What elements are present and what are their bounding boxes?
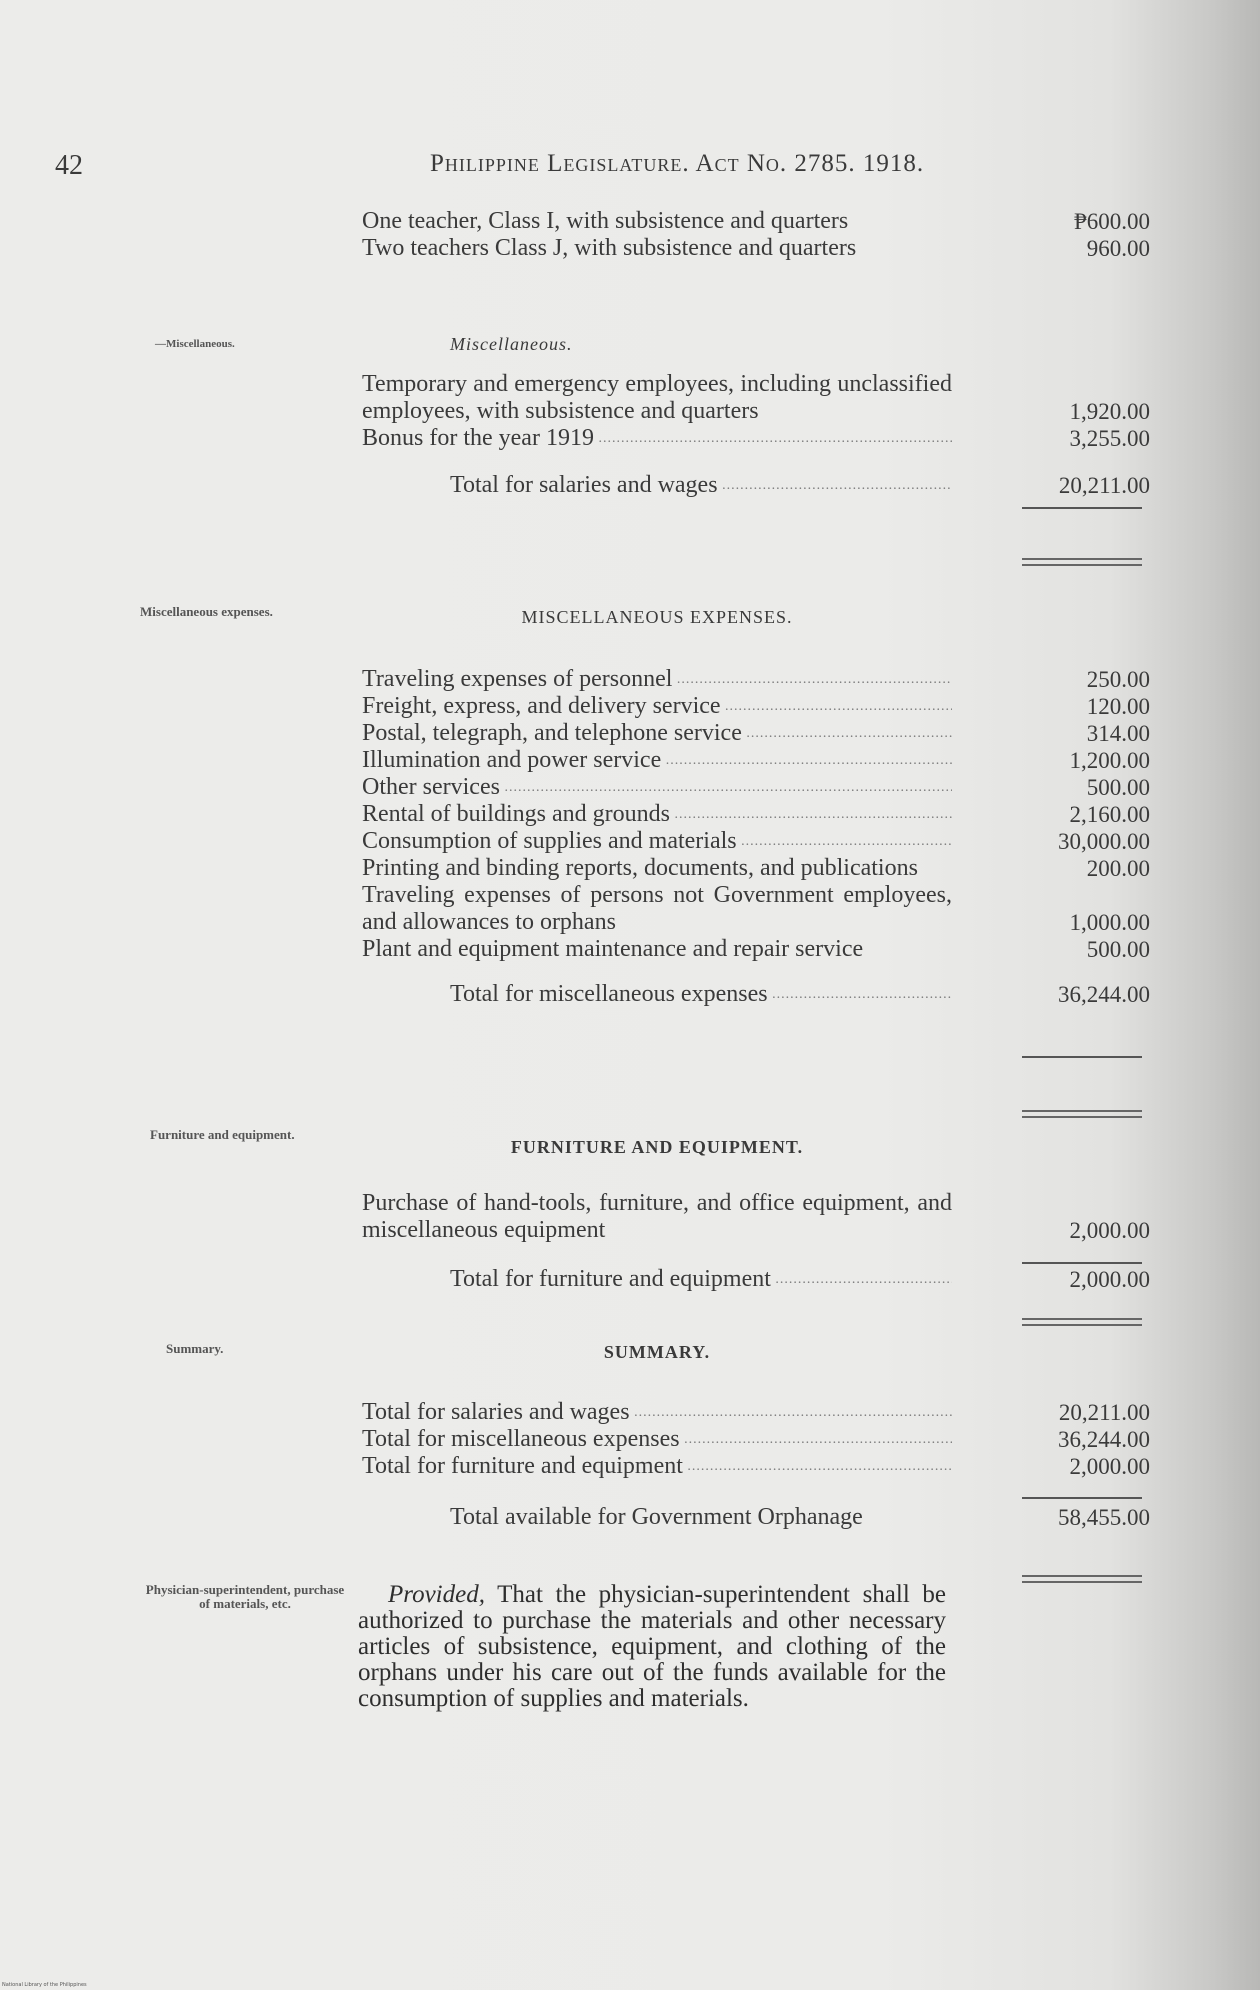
line-item-amount: 3,255.00 — [1069, 426, 1150, 451]
page-number: 42 — [55, 150, 83, 181]
line-item — [362, 693, 1150, 720]
total-double-rule — [1022, 1575, 1142, 1583]
line-item — [362, 1399, 1150, 1426]
total-label: Total for miscellaneous expenses — [450, 981, 768, 1007]
total-amount: 58,455.00 — [1058, 1505, 1150, 1530]
line-item-label: Total for miscellaneous expenses — [362, 1426, 680, 1452]
line-item-label: Total for furniture and equipment — [362, 1453, 683, 1479]
line-item-amount: 500.00 — [1086, 775, 1150, 800]
line-item-label: Bonus for the year 1919 — [362, 425, 594, 451]
line-item — [362, 801, 1150, 828]
line-item-amount: 36,244.00 — [1058, 1427, 1150, 1452]
line-item-amount: 1,920.00 — [1069, 399, 1150, 424]
margin-note-proviso: Physician-superintendent, purchase of materials, etc. — [145, 1582, 345, 1611]
line-item-label: Purchase of hand-tools, furniture, and office equipment, and miscellaneous equipment — [362, 1190, 952, 1243]
total-amount: 2,000.00 — [1069, 1267, 1150, 1292]
proviso-text: That the physician-superintendent shall be authorized to purchase the materials and other necessary articles of subsistence, equipment, and clothing of the orphans under his care out of the funds available for the consumption of supplies and materials. — [358, 1581, 946, 1712]
section-heading: MISCELLANEOUS EXPENSES. — [521, 607, 793, 627]
miscellaneous-block — [362, 334, 1150, 499]
line-item-amount: 2,160.00 — [1069, 802, 1150, 827]
line-item — [362, 720, 1150, 747]
line-item-amount: 314.00 — [1086, 721, 1150, 746]
line-item — [362, 235, 1150, 262]
total-row — [362, 1266, 1150, 1293]
furniture-block — [362, 1137, 1150, 1293]
line-item — [362, 855, 1150, 882]
subtotal-rule — [1022, 1497, 1142, 1499]
margin-note-furniture: Furniture and equipment. — [150, 1127, 295, 1142]
line-item-amount: 960.00 — [1086, 236, 1150, 261]
total-double-rule — [1022, 1110, 1142, 1118]
line-item-amount: 20,211.00 — [1058, 1400, 1150, 1425]
section-heading: FURNITURE AND EQUIPMENT. — [510, 1137, 804, 1157]
total-double-rule — [1022, 558, 1142, 566]
line-item — [362, 882, 1150, 936]
proviso-paragraph — [358, 1582, 946, 1712]
line-item-label: Other services — [362, 774, 500, 800]
line-item — [362, 371, 1150, 425]
total-label: Total available for Government Orphanage — [450, 1504, 863, 1530]
line-item-label: Two teachers Class J, with subsistence and quarters — [362, 235, 857, 261]
line-item-label: Traveling expenses of persons not Government employees, and allowances to orphans — [362, 882, 952, 935]
line-item-label: Consumption of supplies and materials — [362, 828, 737, 854]
margin-note-summary: Summary. — [166, 1341, 224, 1356]
line-item-amount: 1,000.00 — [1069, 910, 1150, 935]
summary-block — [362, 1342, 1150, 1531]
line-item — [362, 774, 1150, 801]
subtotal-rule — [1022, 1262, 1142, 1264]
line-item — [362, 1190, 1150, 1244]
total-row — [362, 472, 1150, 499]
line-item-label: Freight, express, and delivery service — [362, 693, 721, 719]
line-item — [362, 666, 1150, 693]
proviso-lead: Provided, — [388, 1581, 485, 1608]
line-item-amount: 200.00 — [1086, 856, 1150, 881]
total-amount: 20,211.00 — [1058, 473, 1150, 498]
section-heading: SUMMARY. — [603, 1342, 711, 1362]
line-item — [362, 425, 1150, 452]
line-item-label: Printing and binding reports, documents, and publications — [362, 855, 918, 881]
line-item-label: Temporary and emergency employees, including unclassified employees, with subsistence and quarters — [362, 371, 952, 424]
line-item-amount: 1,200.00 — [1069, 748, 1150, 773]
line-item-label: One teacher, Class I, with subsistence and quarters — [362, 208, 849, 234]
subtotal-rule — [1022, 1056, 1142, 1058]
running-title: Philippine Legislature. Act No. 2785. 1918. — [430, 150, 925, 177]
margin-note-miscellaneous: —Miscellaneous. — [155, 338, 235, 350]
line-item-amount: ₱600.00 — [1073, 209, 1150, 234]
total-double-rule — [1022, 1318, 1142, 1326]
line-item-amount: 2,000.00 — [1069, 1218, 1150, 1243]
line-item-label: Illumination and power service — [362, 747, 662, 773]
line-item-amount: 30,000.00 — [1058, 829, 1150, 854]
subtotal-rule — [1022, 507, 1142, 509]
line-item — [362, 936, 1150, 963]
line-item — [362, 828, 1150, 855]
total-amount: 36,244.00 — [1058, 982, 1150, 1007]
total-label: Total for furniture and equipment — [450, 1266, 771, 1292]
line-item — [362, 1426, 1150, 1453]
margin-note-misc-expenses: Miscellaneous expenses. — [140, 604, 273, 619]
line-item-amount: 250.00 — [1086, 667, 1150, 692]
line-item-label: Total for salaries and wages — [362, 1399, 630, 1425]
salaries-continued-block — [362, 208, 1150, 262]
line-item-label: Postal, telegraph, and telephone service — [362, 720, 742, 746]
line-item — [362, 747, 1150, 774]
line-item-label: Rental of buildings and grounds — [362, 801, 670, 827]
total-row — [362, 1504, 1150, 1531]
line-item-amount: 500.00 — [1086, 937, 1150, 962]
misc-expenses-block — [362, 607, 1150, 1008]
line-item — [362, 208, 1150, 235]
line-item-amount: 120.00 — [1086, 694, 1150, 719]
line-item-amount: 2,000.00 — [1069, 1454, 1150, 1479]
line-item-label: Traveling expenses of personnel — [362, 666, 673, 692]
scan-credit: National Library of the Philippines — [2, 1982, 87, 1988]
total-label: Total for salaries and wages — [450, 472, 718, 498]
line-item-label: Plant and equipment maintenance and repair service — [362, 936, 864, 962]
section-heading: Miscellaneous. — [450, 334, 573, 354]
total-row — [362, 981, 1150, 1008]
line-item — [362, 1453, 1150, 1480]
